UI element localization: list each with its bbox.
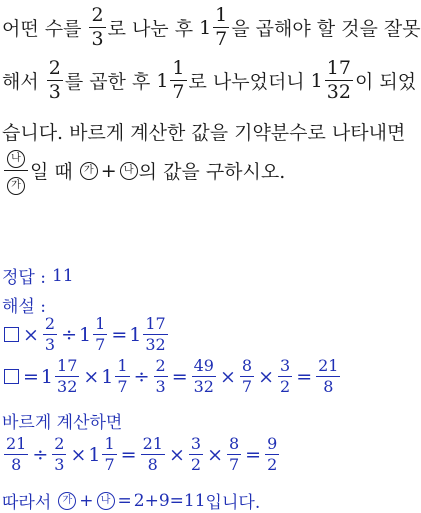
circled-ga-icon: 가 [58, 492, 76, 510]
problem-text: 어떤 수를 [2, 18, 82, 40]
solution-label: 해설 : [2, 297, 46, 317]
problem-text: 을 곱해야 할 것을 잘못 [231, 18, 421, 40]
problem-line-1 [2, 6, 421, 49]
unknown-box-icon [4, 327, 19, 342]
problem-line-3 [2, 118, 405, 145]
solution-eq-3: $\frac{21}{8}$ ÷ $\frac{2}{3}$ × 1 $\frac{1}{7}$ = $\frac{21}{8}$ × $\frac{3}{2}$ × $\frac{8}{7}$ = $\frac{9}{2}$ [6, 434, 278, 474]
problem-line-2 [2, 59, 416, 102]
problem-text: 를 곱한 후 [64, 71, 151, 93]
circled-na-icon: 나 [97, 492, 115, 510]
fraction-1-7: $\frac{1}{7}$ [215, 4, 228, 50]
solution-eq-1: × $\frac{2}{3}$ ÷ 1 $\frac{1}{7}$ = 1 $\frac{17}{32}$ [2, 316, 170, 353]
circled-na-icon: 나 [7, 150, 25, 168]
circled-ga-icon: 가 [7, 177, 25, 195]
circled-ga-icon: 가 [80, 162, 98, 180]
problem-text: 이 되었 [354, 71, 417, 93]
circled-na-icon: 나 [120, 162, 138, 180]
problem-text: 일 때 [30, 161, 73, 183]
fraction-2-3: $\frac{2}{3}$ [91, 4, 104, 50]
problem-text: 로 나눈 후 [107, 18, 194, 40]
answer-label: 정답 : [2, 268, 46, 288]
fraction-2-3: $\frac{2}{3}$ [48, 57, 61, 103]
fraction-na-ga [4, 146, 28, 195]
fraction-17-32: $\frac{17}{32}$ [326, 57, 351, 103]
problem-text: 해서 [2, 71, 39, 93]
problem-text: 습니다. 바르게 계산한 값을 기약분수로 나타내면 [2, 122, 406, 144]
problem-text: 의 값을 구하시오. [138, 161, 286, 183]
problem-line-4: $\frac{\text{나}}{\text{가}}$ 일 때 가 + 나 의 값을 구하시오. [2, 146, 285, 195]
mixed-whole: 1 [310, 69, 323, 92]
final-answer-line: 따라서 가 + 나 = 2+9=11 입니다. [2, 490, 261, 513]
problem-text: 로 나누었더니 [188, 71, 305, 93]
answer-line [2, 263, 74, 288]
fraction-1-7: $\frac{1}{7}$ [172, 57, 185, 103]
correct-calc-label: 바르게 계산하면 [2, 413, 123, 433]
mixed-whole: 1 [156, 69, 169, 92]
mixed-whole: 1 [199, 16, 212, 39]
unknown-box-icon [4, 369, 19, 384]
answer-value: 11 [51, 265, 74, 286]
solution-eq-2: = 1 $\frac{17}{32}$ × 1 $\frac{1}{7}$ ÷ $\frac{2}{3}$ = $\frac{49}{32}$ × $\frac{8}{7}$ × $\frac{3}{2}$ = $\frac{21}{8}$ [2, 358, 342, 395]
